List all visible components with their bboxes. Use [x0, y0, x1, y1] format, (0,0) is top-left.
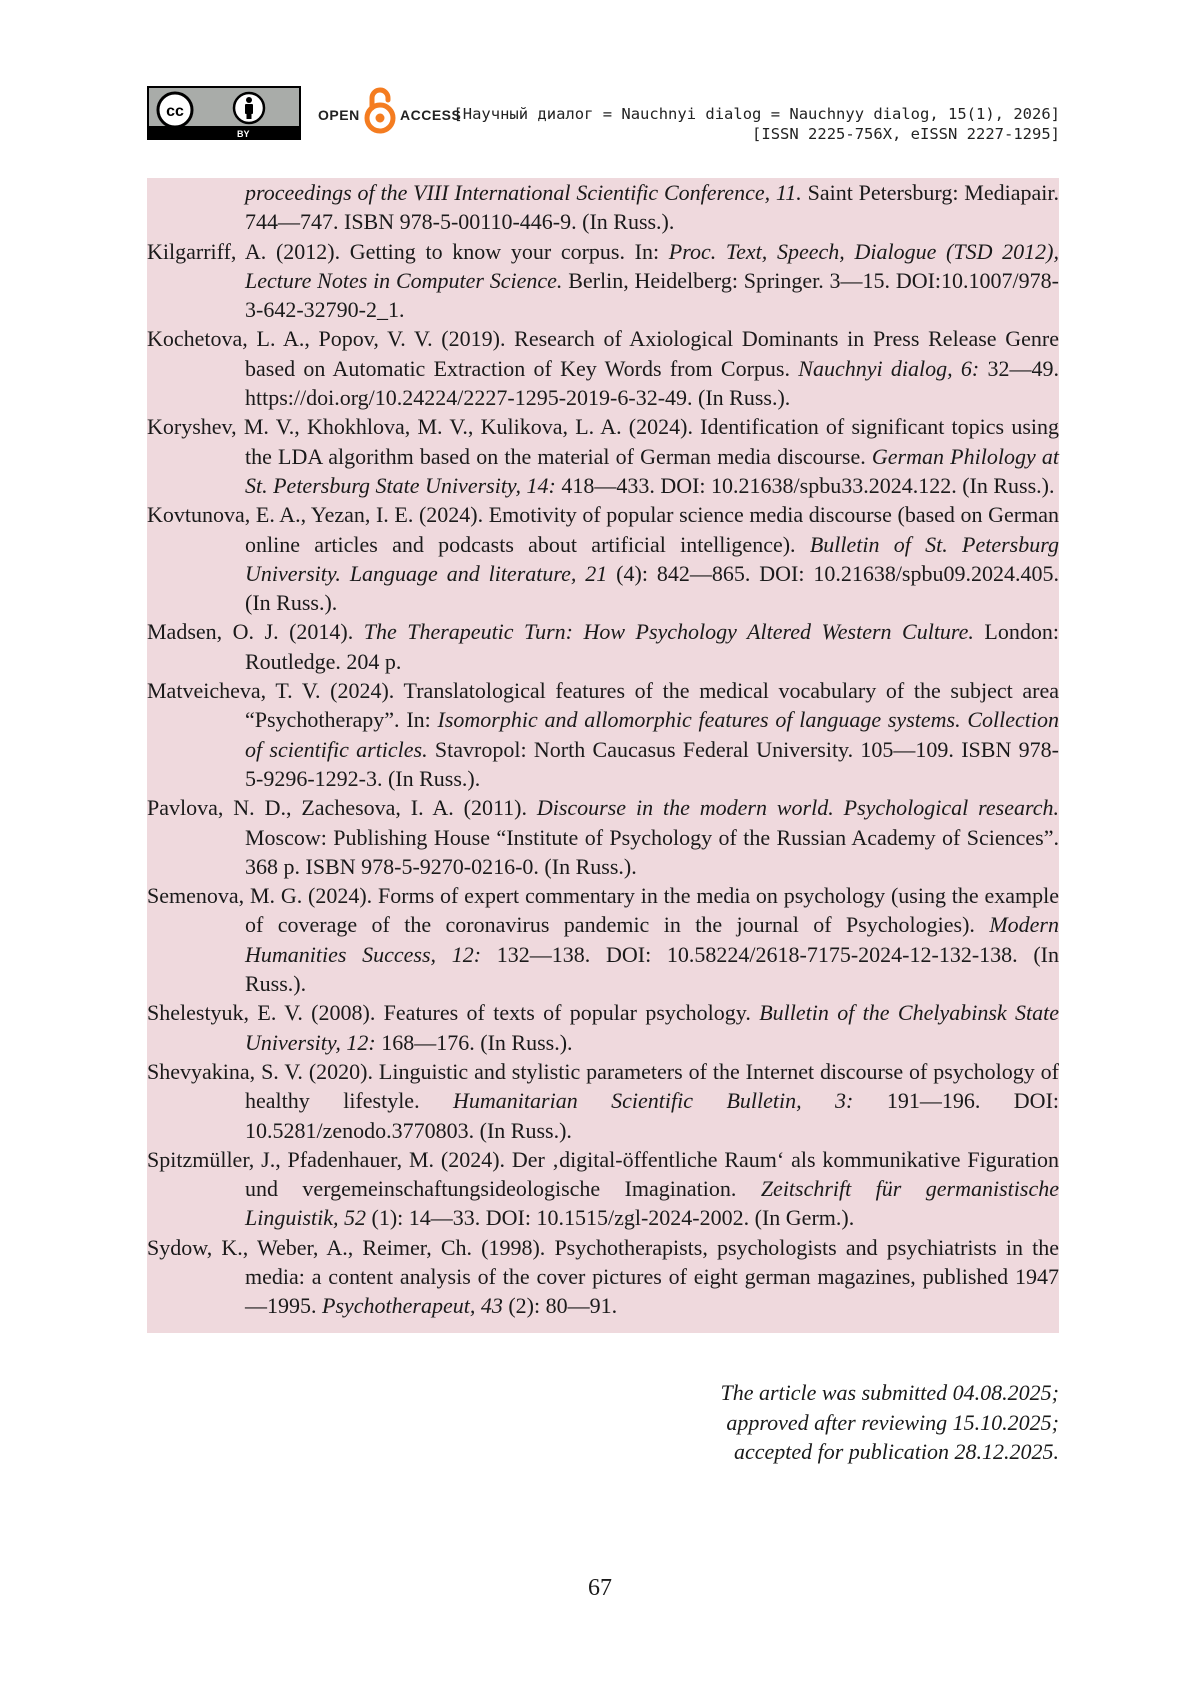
reference-source-title: Modern Humanities Success, 12:	[245, 912, 1059, 967]
reference-text: (4): 842—865. DOI: 10.21638/spbu09.2024.405. (In Russ.).	[245, 560, 1059, 616]
reference-text: Moscow: Publishing House “Institute of Psychology of the Russian Academy of Sciences”. 368 p. ISBN 978-5-9270-0216-0. (In Russ.).	[245, 824, 1059, 879]
license-badge-text: BY	[237, 129, 250, 139]
reference-source-title: Humanitarian Scientific Bulletin, 3:	[453, 1088, 854, 1114]
reference-entry	[147, 998, 1059, 1057]
reference-entry	[147, 500, 1059, 617]
accepted-date: accepted for publication 28.12.2025.	[733, 1439, 1059, 1464]
reference-text: Kochetova, L. A., Popov, V. V. (2019). Research of Axiological Dominants in Press Release Genre based on Automatic Extraction of Key Words from Corpus.	[147, 326, 1059, 381]
reference-text: Shevyakina, S. V. (2020). Linguistic and stylistic parameters of the Internet discourse of psychology of healthy lifestyle.	[147, 1058, 1059, 1114]
reference-text: Spitzmüller, J., Pfadenhauer, M. (2024). Der ‚digital-öffentliche Raum‘ als kommunikative Figuration und vergemeinschaftungsideologische Imagination.	[147, 1146, 1059, 1202]
reference-text: Matveicheva, T. V. (2024). Translatological features of the medical vocabulary of the subject area “Psychotherapy”. In:	[147, 678, 1059, 733]
reference-text: Madsen, O. J. (2014).	[147, 619, 364, 645]
reference-source-title: Bulletin of St. Petersburg University. Language and literature, 21	[245, 531, 1059, 586]
reference-text: Kilgarriff, A. (2012). Getting to know your corpus. In:	[147, 238, 669, 264]
reference-text: Sydow, K., Weber, A., Reimer, Ch. (1998). Psychotherapists, psychologists and psychiatrists in the media: a content analysis of the cover pictures of eight german magazines, published 1947—1995.	[147, 1234, 1059, 1319]
reference-entry	[147, 881, 1059, 998]
reference-text: Shelestyuk, E. V. (2008). Features of texts of popular psychology.	[147, 1000, 760, 1026]
reference-text: 132—138. DOI: 10.58224/2618-7175-2024-12-132-138. (In Russ.).	[245, 941, 1060, 997]
reference-text: Pavlova, N. D., Zachesova, I. A. (2011).	[147, 795, 537, 821]
reference-entry	[147, 617, 1059, 676]
reference-text: Berlin, Heidelberg: Springer. 3—15. DOI:10.1007/978-3-642-32790-2_1.	[245, 267, 1059, 323]
reference-source-title: Isomorphic and allomorphic features of language systems. Collection of scientific articles.	[245, 707, 1059, 762]
reference-source-title: Psychotherapeut, 43	[322, 1293, 503, 1319]
reference-text: (2): 80—91.	[502, 1293, 618, 1319]
reference-entry	[147, 1145, 1059, 1233]
references-list	[147, 178, 1059, 1333]
reference-entry	[147, 676, 1059, 793]
submitted-date: The article was submitted 04.08.2025;	[720, 1380, 1059, 1405]
reference-source-title: Nauchnyi dialog, 6:	[798, 355, 980, 381]
page-number: 67	[588, 1575, 612, 1601]
reference-text: Stavropol: North Caucasus Federal University. 105—109. ISBN 978-5-9296-1292-3. (In Russ.).	[245, 736, 1059, 791]
journal-line-2: [ISSN 2225-756X, eISSN 2227-1295]	[752, 125, 1060, 143]
reference-text: Kovtunova, E. A., Yezan, I. E. (2024). Emotivity of popular science media discourse (based on German online articles and podcasts about artificial intelligence).	[147, 502, 1059, 557]
reference-source-title: Discourse in the modern world. Psychological research.	[536, 795, 1060, 821]
reference-text: Saint Petersburg: Mediapair. 744—747. ISBN 978-5-00110-446-9. (In Russ.).	[245, 180, 1059, 235]
cc-by-license-badge[interactable]	[147, 86, 301, 140]
by-strip	[149, 126, 299, 138]
journal-reference	[453, 104, 1060, 144]
journal-line-1: [Научный диалог = Nauchnyi dialog = Nauchnyy dialog, 15(1), 2026]	[453, 105, 1060, 123]
submission-note	[720, 1378, 1059, 1467]
reference-source-title: Zeitschrift für germanistische Linguistik, 52	[245, 1176, 1059, 1231]
reference-text: 32—49. https://doi.org/10.24224/2227-1295-2019-6-32-49. (In Russ.).	[245, 355, 1060, 411]
reference-text: Koryshev, M. V., Khokhlova, M. V., Kulikova, L. A. (2024). Identification of significant topics using the LDA algorithm based on the material of German media discourse.	[147, 414, 1059, 469]
reference-entry	[147, 1057, 1059, 1145]
reference-entry	[147, 324, 1059, 412]
reference-source-title: Bulletin of the Chelyabinsk State University, 12:	[245, 1000, 1059, 1055]
reference-entry	[147, 237, 1059, 325]
open-access-lock-icon	[362, 86, 398, 136]
reference-text: 418—433. DOI: 10.21638/spbu33.2024.122. (In Russ.).	[555, 472, 1055, 498]
reference-text: London: Routledge. 204 p.	[245, 619, 1059, 674]
reference-source-title: The Therapeutic Turn: How Psychology Altered Western Culture.	[363, 619, 974, 645]
cc-icon	[155, 90, 195, 130]
reference-continuation	[147, 178, 1059, 237]
reference-text: 191—196. DOI: 10.5281/zenodo.3770803. (In Russ.).	[245, 1088, 1060, 1143]
reference-entry	[147, 412, 1059, 500]
svg-text:cc: cc	[166, 103, 184, 120]
attribution-icon	[229, 90, 269, 130]
reference-source-title: German Philology at St. Petersburg State University, 14:	[245, 443, 1059, 498]
reference-source-title: Proc. Text, Speech, Dialogue (TSD 2012), Lecture Notes in Computer Science.	[245, 238, 1059, 293]
open-access-logo[interactable]	[318, 86, 462, 136]
reference-text: Semenova, M. G. (2024). Forms of expert commentary in the media on psychology (using the example of coverage of the coronavirus pandemic in the journal of Psychologies).	[147, 883, 1059, 938]
open-access-left-word: OPEN	[318, 107, 360, 123]
reference-entry	[147, 1233, 1059, 1321]
reference-source-title: proceedings of the VIII International Scientific Conference, 11.	[245, 180, 802, 205]
reference-text: 168—176. (In Russ.).	[375, 1029, 573, 1055]
reference-text: (1): 14—33. DOI: 10.1515/zgl-2024-2002. (In Germ.).	[366, 1205, 855, 1231]
open-access-right-word: ACCESS	[400, 107, 462, 123]
reviewed-date: approved after reviewing 15.10.2025;	[726, 1409, 1059, 1435]
reference-entry	[147, 793, 1059, 881]
